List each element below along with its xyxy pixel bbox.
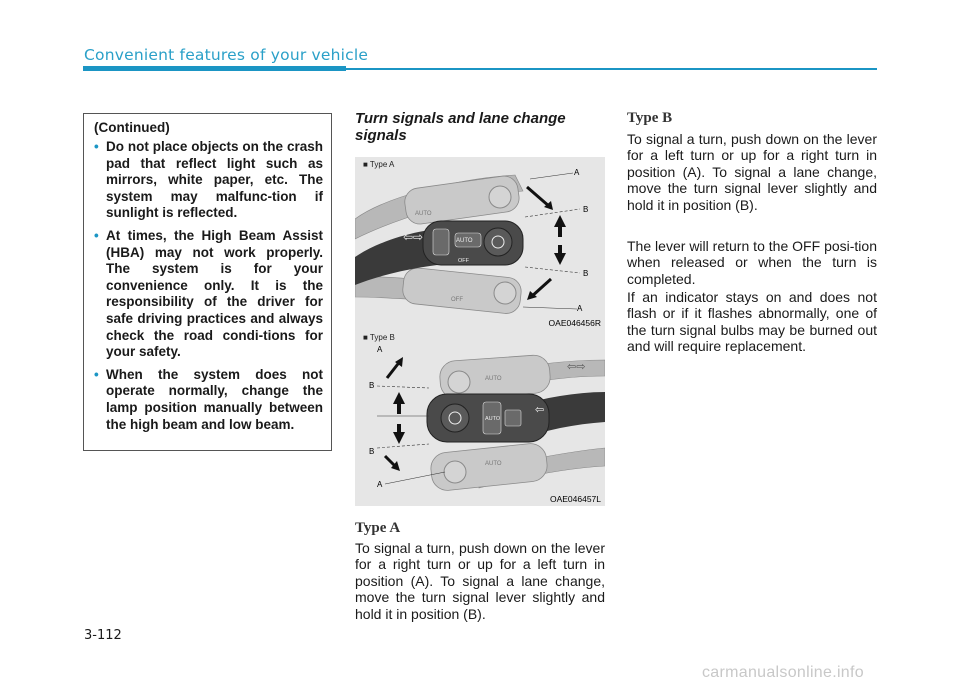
figure-label: ■ Type B bbox=[363, 333, 395, 342]
bullet-dot-icon: • bbox=[94, 227, 99, 243]
note-item bbox=[94, 139, 323, 222]
type-b-paragraph: If an indicator stays on and does not flash or if it flashes abnormally, one of the turn signal bulbs may be burned out and will require replacement. bbox=[627, 289, 877, 355]
note-continued: (Continued) bbox=[94, 120, 170, 135]
header-rule-thick bbox=[83, 66, 346, 71]
svg-text:AUTO: AUTO bbox=[415, 211, 432, 217]
note-item-text: Do not place objects on the crash pad that reflect light such as mirrors, white paper, etc. The system may malfunc-tion if sunlight is reflected. bbox=[106, 139, 323, 221]
section-heading: Turn signals and lane change signals bbox=[355, 110, 566, 144]
lever-illustration-type-b bbox=[355, 330, 605, 506]
svg-text:B: B bbox=[583, 205, 589, 214]
note-list bbox=[94, 139, 323, 433]
svg-text:AUTO: AUTO bbox=[485, 376, 502, 382]
svg-text:A: A bbox=[574, 168, 580, 177]
note-item-text: At times, the High Beam Assist (HBA) may not work properly. The system is for your convenience only. It is the responsibility of the driver for safe driving practices and always check the road condi-tions for your safety. bbox=[106, 227, 323, 360]
note-item bbox=[94, 228, 323, 361]
svg-text:B: B bbox=[583, 269, 589, 278]
turn-arrow-icon: ⇦⇨ bbox=[567, 360, 586, 373]
bullet-dot-icon: • bbox=[94, 139, 99, 154]
type-b-paragraph: The lever will return to the OFF posi-tion when released or when the turn is completed. bbox=[627, 238, 877, 287]
type-a-text: To signal a turn, push down on the lever for a right turn or up for a left turn in position (A). To signal a lane change, move the turn signal lever slightly and hold it in position (B). bbox=[355, 540, 605, 622]
note-item-text: When the system does not operate normally, change the lamp position manually between the high beam and low beam. bbox=[106, 366, 323, 432]
note-item bbox=[94, 367, 323, 433]
header-rule-thin bbox=[346, 68, 877, 70]
svg-text:B: B bbox=[369, 381, 375, 390]
type-a-heading: Type A bbox=[355, 520, 401, 536]
svg-text:OFF: OFF bbox=[458, 258, 469, 264]
figure-type-b bbox=[355, 330, 605, 506]
bullet-dot-icon: • bbox=[94, 366, 99, 382]
turn-arrow-icon: ⇦ bbox=[535, 403, 545, 416]
lever-illustration-type-a bbox=[355, 157, 605, 330]
svg-text:AUTO: AUTO bbox=[485, 416, 501, 422]
svg-text:A: A bbox=[577, 304, 583, 313]
svg-text:A: A bbox=[377, 480, 383, 489]
svg-text:A: A bbox=[377, 345, 383, 354]
svg-text:OFF: OFF bbox=[451, 297, 463, 303]
figure-code: OAE046457L bbox=[549, 494, 601, 504]
figure-type-a bbox=[355, 157, 605, 330]
svg-text:AUTO: AUTO bbox=[485, 461, 502, 467]
turn-arrow-icon: ⇦⇨ bbox=[403, 230, 424, 244]
type-b-heading: Type B bbox=[627, 110, 673, 126]
figure-code: OAE046456R bbox=[548, 318, 601, 328]
svg-text:AUTO: AUTO bbox=[456, 238, 473, 244]
svg-text:B: B bbox=[369, 447, 375, 456]
caution-note-box bbox=[83, 113, 332, 451]
section-title: Convenient features of your vehicle bbox=[84, 46, 369, 64]
type-b-paragraph: To signal a turn, push down on the lever for a left turn or up for a right turn in position (A). To signal a lane change, move the turn signal lever slightly and hold it in position (B). bbox=[627, 131, 877, 213]
page-number: 3-112 bbox=[84, 628, 122, 643]
figure-label: ■ Type A bbox=[363, 160, 395, 169]
watermark: carmanualsonline.info bbox=[702, 664, 864, 681]
